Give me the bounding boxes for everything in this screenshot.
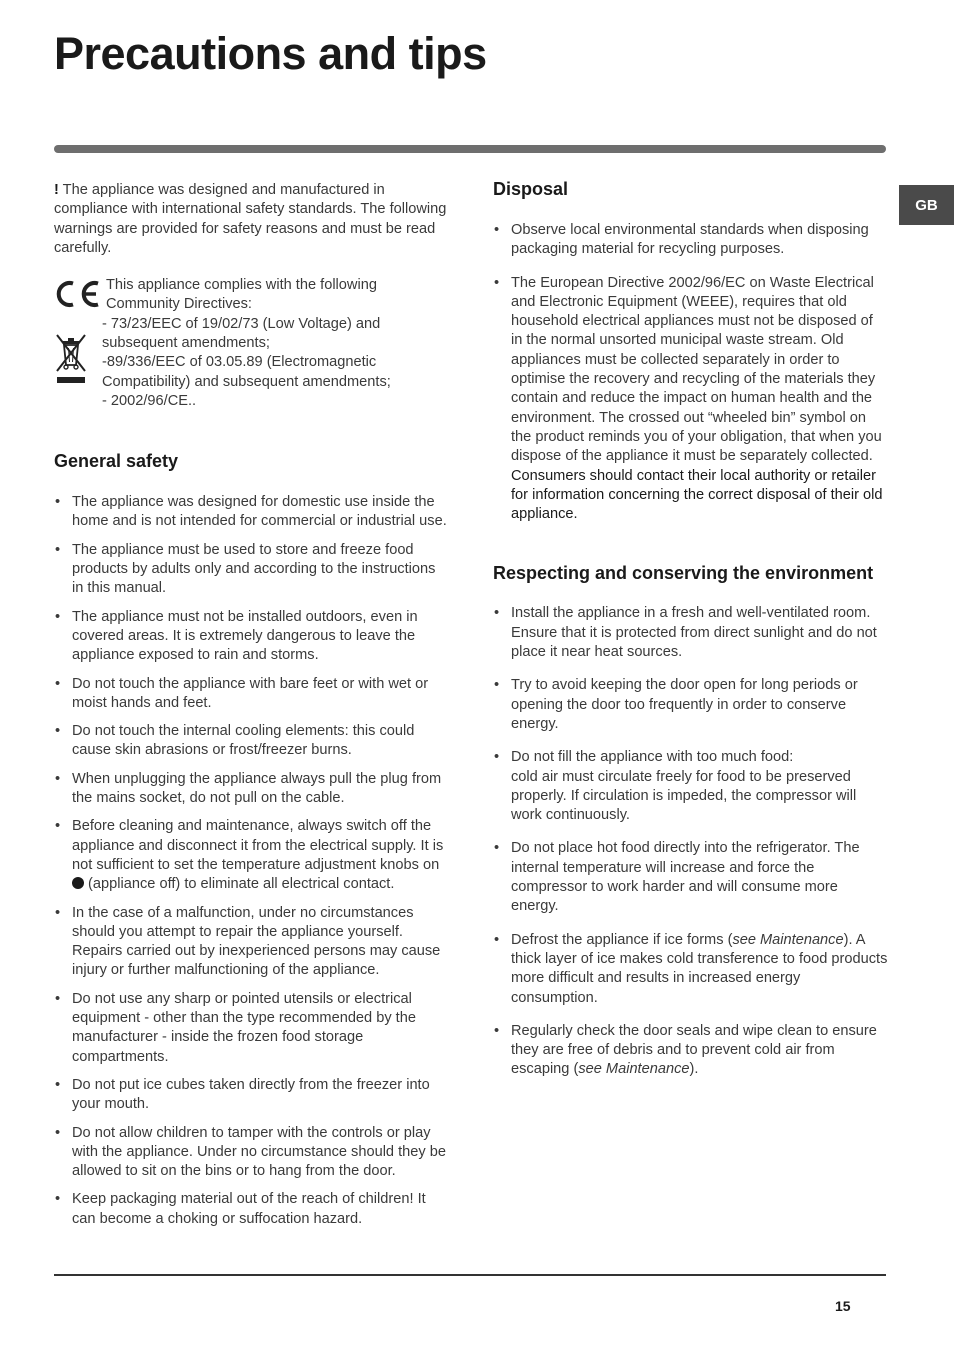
overfill-text-rest: cold air must circulate freely for food to be preserved properly. If circulation is impeded, the compressor will work continuously. xyxy=(511,768,857,824)
list-item: • Do not put ice cubes taken directly from the freezer into your mouth. xyxy=(54,1076,449,1115)
list-item xyxy=(493,748,888,825)
page-title: Precautions and tips xyxy=(54,28,487,79)
intro-text: The appliance was designed and manufactured in compliance with international safety standards. The following warnings are provided for safety reasons and must be read carefully. xyxy=(54,182,447,256)
defrost-text: Defrost the appliance if ice forms ( xyxy=(511,931,733,948)
list-item xyxy=(493,1022,888,1080)
list-item: • The appliance must not be installed outdoors, even in covered areas. It is extremely dangerous to leave the appliance exposed to rain and storms. xyxy=(54,608,449,666)
weee-contact-text: Consumers should contact their local authority or retailer for information concerning the correct disposal of their old appliance. xyxy=(511,467,883,523)
seals-text-end: ). xyxy=(689,1061,699,1078)
list-item: • The appliance was designed for domestic use inside the home and is not intended for commercial or industrial use. xyxy=(54,493,449,532)
crossed-bin-icon xyxy=(54,332,88,386)
directives-text xyxy=(102,276,452,411)
list-item: • Install the appliance in a fresh and well-ventilated room. Ensure that it is protected from direct sunlight and do not place it near heat sources. xyxy=(493,604,888,662)
warning-mark: ! xyxy=(54,182,59,198)
list-item xyxy=(54,817,449,894)
left-column xyxy=(54,181,449,1238)
off-dot-icon xyxy=(72,877,84,889)
directive-line: - 73/23/EEC of 19/02/73 (Low Voltage) and xyxy=(102,315,381,332)
right-column xyxy=(493,178,888,1094)
list-item: • Observe local environmental standards when disposing packaging material for recycling purposes. xyxy=(493,221,888,260)
general-safety-heading: General safety xyxy=(54,451,179,472)
list-item: • In the case of a malfunction, under no circumstances should you attempt to repair the appliance yourself. Repairs carried out by inexperienced persons may cause injury or further malfunctioning of the appliance. xyxy=(54,904,449,981)
overfill-text: Do not fill the appliance with too much food: xyxy=(511,749,794,766)
ce-mark-icon xyxy=(54,278,100,310)
list-item: • Do not allow children to tamper with the controls or play with the appliance. Under no circumstance should they be allowed to sit on the bins or to hang from the door. xyxy=(54,1124,449,1182)
list-item: • When unplugging the appliance always pull the plug from the mains socket, do not pull on the cable. xyxy=(54,770,449,809)
list-item: • Do not touch the internal cooling elements: this could cause skin abrasions or frost/freezer burns. xyxy=(54,722,449,761)
directives-block xyxy=(54,276,449,412)
disposal-list xyxy=(493,221,888,524)
list-item: • Do not place hot food directly into the refrigerator. The internal temperature will increase and force the compressor to work harder and will consume more energy. xyxy=(493,839,888,916)
cleaning-text-end: (appliance off) to eliminate all electrical contact. xyxy=(84,876,395,893)
page-number: 15 xyxy=(835,1298,851,1314)
list-item: • Do not use any sharp or pointed utensils or electrical equipment - other than the type recommended by the manufacturer - inside the frozen food storage compartments. xyxy=(54,990,449,1067)
environment-heading: Respecting and conserving the environment xyxy=(493,563,874,584)
list-item: • Try to avoid keeping the door open for long periods or opening the door too frequently in order to conserve energy. xyxy=(493,676,888,734)
directive-line: - 2002/96/CE.. xyxy=(102,392,197,409)
directive-line: Community Directives: xyxy=(106,296,252,313)
list-item: • Keep packaging material out of the reach of children! It can become a choking or suffocation hazard. xyxy=(54,1190,449,1229)
maintenance-reference: see Maintenance xyxy=(578,1061,690,1078)
directive-line: Compatibility) and subsequent amendments; xyxy=(102,373,391,390)
intro-paragraph xyxy=(54,181,449,258)
general-safety-list xyxy=(54,493,449,1229)
maintenance-reference: see Maintenance xyxy=(732,931,844,948)
environment-list xyxy=(493,604,888,1079)
defrost-text-end: ). A thick layer of ice makes cold transference to food products more difficult and results in increased energy consumption. xyxy=(511,931,888,1006)
directive-line: -89/336/EEC of 03.05.89 (Electromagnetic xyxy=(102,354,377,371)
cleaning-text: Before cleaning and maintenance, always switch off the appliance and disconnect it from the electrical supply. It is not sufficient to set the temperature adjustment knobs on xyxy=(72,818,444,873)
directive-line: This appliance complies with the following xyxy=(106,277,377,294)
directive-line: subsequent amendments; xyxy=(102,335,270,352)
list-item xyxy=(493,931,888,1008)
header-rule xyxy=(54,145,886,153)
disposal-heading: Disposal xyxy=(493,179,569,199)
footer-rule xyxy=(54,1274,886,1276)
list-item: • Do not touch the appliance with bare feet or with wet or moist hands and feet. xyxy=(54,675,449,714)
seals-text: Regularly check the door seals and wipe clean to ensure they are free of debris and to prevent cold air from escaping ( xyxy=(511,1022,877,1078)
list-item: • The appliance must be used to store and freeze food products by adults only and according to the instructions in this manual. xyxy=(54,541,449,599)
weee-text: The European Directive 2002/96/EC on Waste Electrical and Electronic Equipment (WEEE), requires that old household electrical appliances must not be disposed of in the normal unsorted municipal waste stream. Old appliances must be collected separately in order to optimise the recovery and recycling of the materials they contain and reduce the impact on human health and the environment. The crossed out “wheeled bin” symbol on the product reminds you of your obligation, that when you dispose of the appliance it must be separately collected. xyxy=(511,274,882,465)
list-item xyxy=(493,274,888,525)
language-tab: GB xyxy=(899,185,954,225)
